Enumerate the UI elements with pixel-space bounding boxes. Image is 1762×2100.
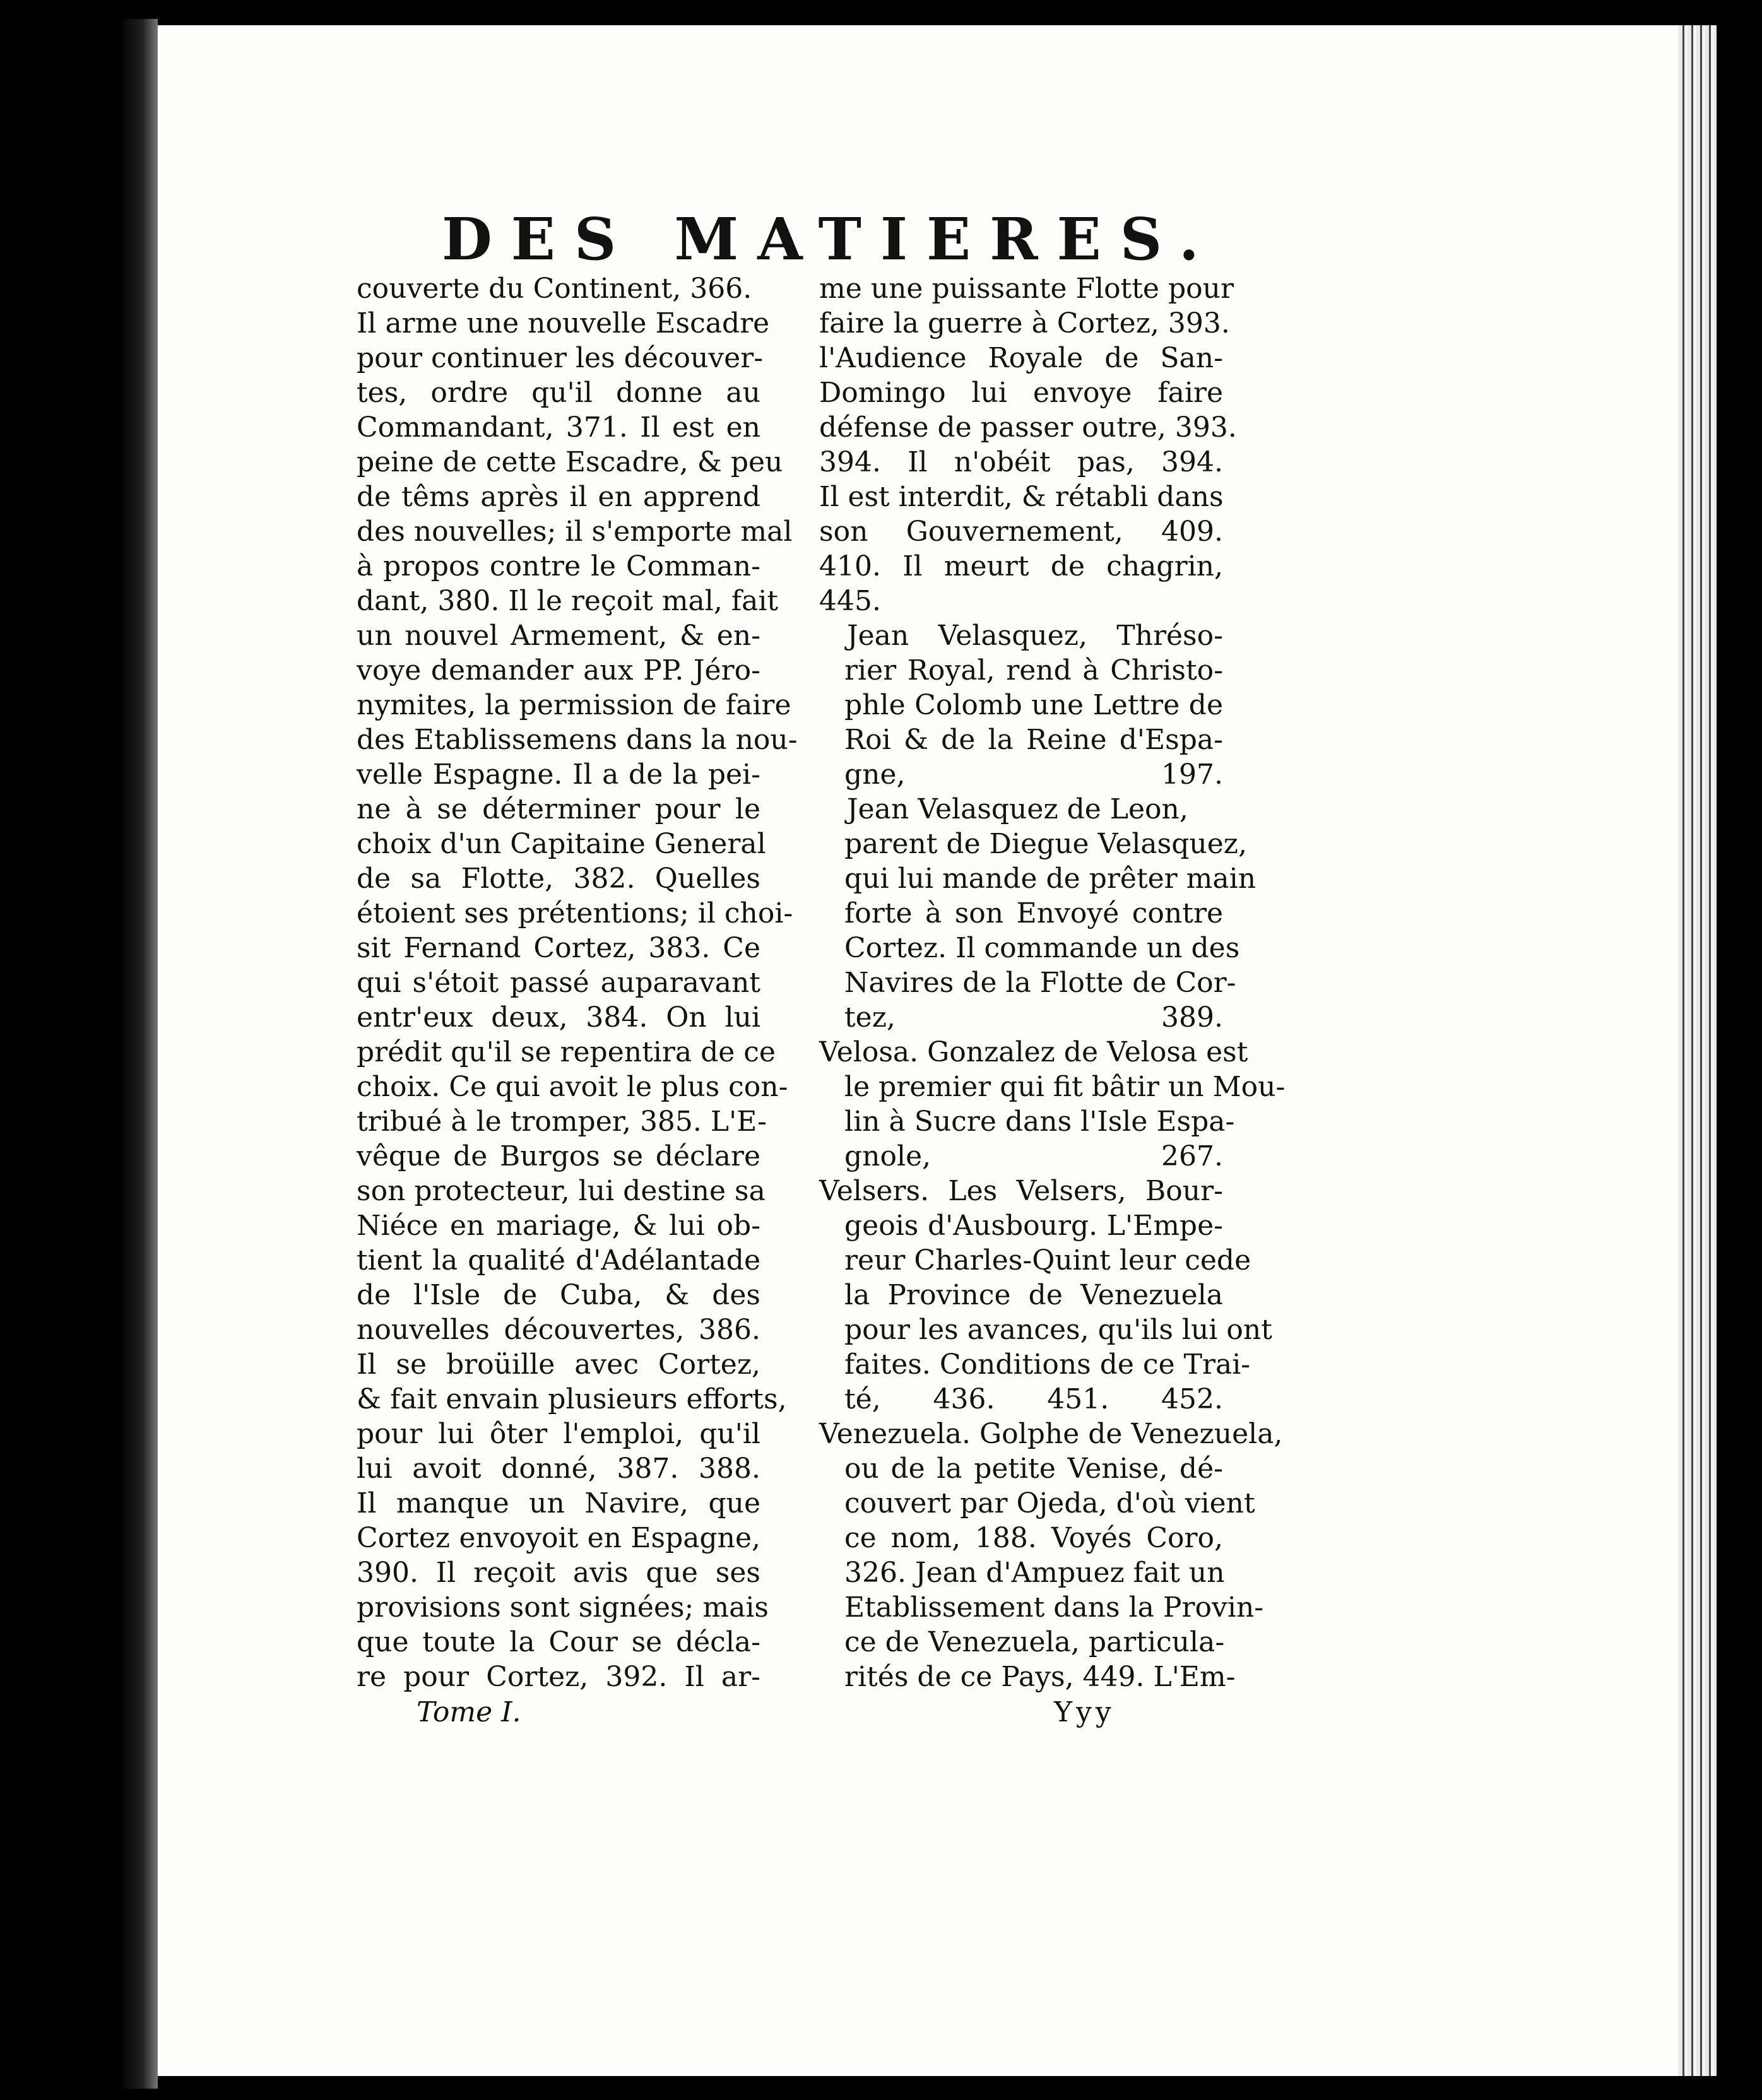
binding-shadow (120, 19, 158, 2089)
text-line: des Etablissemens dans la nou- (357, 724, 798, 756)
text-line: geois d'Ausbourg. L'Empe- (844, 1210, 1223, 1242)
text-line: pour les avances, qu'ils lui ont (844, 1314, 1272, 1346)
text-line: lin à Sucre dans l'Isle Espa- (844, 1106, 1235, 1138)
text-line: tient la qualité d'Adélantade (357, 1244, 760, 1277)
text-line: ce nom, 188. Voyés Coro, (844, 1522, 1223, 1554)
text-line: sit Fernand Cortez, 383. Ce (357, 932, 760, 964)
text-line: prédit qu'il se repentira de ce (357, 1036, 776, 1068)
text-line: voye demander aux PP. Jéro- (357, 654, 760, 687)
text-line: entr'eux deux, 384. On lui (357, 1001, 760, 1034)
text-line: couverte du Continent, 366. (357, 273, 752, 305)
text-line: tez, 389. (844, 1001, 1223, 1034)
signature-mark: Yyy (1054, 1696, 1115, 1728)
page-edge (1679, 25, 1717, 2076)
text-line: reur Charles-Quint leur cede (844, 1244, 1251, 1277)
text-line: faites. Conditions de ce Trai- (844, 1348, 1251, 1381)
text-line: choix. Ce qui avoit le plus con- (357, 1071, 788, 1103)
text-line: faire la guerre à Cortez, 393. (819, 307, 1230, 339)
text-line: Commandant, 371. Il est en (357, 411, 760, 444)
text-line: gne, 197. (844, 758, 1223, 791)
text-line: Niéce en mariage, & lui ob- (357, 1210, 760, 1242)
text-line: Cortez envoyoit en Espagne, (357, 1522, 760, 1554)
text-line: Roi & de la Reine d'Espa- (844, 724, 1223, 756)
text-line: qui s'étoit passé auparavant (357, 967, 760, 999)
volume-label: Tome I. (417, 1696, 521, 1728)
text-line: Navires de la Flotte de Cor- (844, 967, 1236, 999)
text-line: Venezuela. Golphe de Venezuela, (819, 1418, 1283, 1450)
text-line: la Province de Venezuela (844, 1279, 1223, 1311)
text-line: choix d'un Capitaine General (357, 828, 766, 860)
text-line: tribué à le tromper, 385. L'E- (357, 1106, 767, 1138)
text-line: 326. Jean d'Ampuez fait un (844, 1557, 1225, 1589)
text-line: & fait envain plusieurs efforts, (357, 1383, 787, 1415)
text-line: ou de la petite Venise, dé- (844, 1453, 1223, 1485)
text-line: pour continuer les découver- (357, 342, 764, 374)
left-column (357, 271, 798, 1694)
right-column (819, 271, 1286, 1694)
text-line: de têms après il en apprend (357, 481, 760, 513)
text-line: velle Espagne. Il a de la pei- (357, 758, 760, 791)
text-line: provisions sont signées; mais (357, 1591, 769, 1624)
text-line: vêque de Burgos se déclare (357, 1140, 760, 1172)
text-line: son protecteur, lui destine sa (357, 1175, 766, 1207)
text-line: 390. Il reçoit avis que ses (357, 1557, 760, 1589)
text-line: l'Audience Royale de San- (819, 342, 1223, 374)
text-line: un nouvel Armement, & en- (357, 620, 760, 652)
text-line: nymites, la permission de faire (357, 689, 791, 721)
text-line: dant, 380. Il le reçoit mal, fait (357, 585, 779, 617)
text-line: parent de Diegue Velasquez, (844, 828, 1247, 860)
text-line: 445. (819, 585, 881, 617)
text-line: de sa Flotte, 382. Quelles (357, 863, 760, 895)
text-line: peine de cette Escadre, & peu (357, 446, 783, 478)
text-line: qui lui mande de prêter main (844, 863, 1256, 895)
text-line: té, 436. 451. 452. (844, 1383, 1223, 1415)
text-line: Jean Velasquez de Leon, (847, 793, 1188, 825)
text-line: me une puissante Flotte pour (819, 273, 1234, 305)
text-line: de l'Isle de Cuba, & des (357, 1279, 760, 1311)
text-line: Cortez. Il commande un des (844, 932, 1240, 964)
text-line: re pour Cortez, 392. Il ar- (357, 1661, 760, 1693)
text-line: Velosa. Gonzalez de Velosa est (819, 1036, 1248, 1068)
text-line: 410. Il meurt de chagrin, (819, 550, 1223, 582)
text-line: Jean Velasquez, Thréso- (847, 620, 1223, 652)
text-line: son Gouvernement, 409. (819, 516, 1223, 548)
page-header: DES MATIERES. (442, 205, 1218, 273)
text-line: Domingo lui envoye faire (819, 377, 1223, 409)
text-line: pour lui ôter l'emploi, qu'il (357, 1418, 760, 1450)
text-line: nouvelles découvertes, 386. (357, 1314, 760, 1346)
text-line: 394. Il n'obéit pas, 394. (819, 446, 1223, 478)
text-line: rier Royal, rend à Christo- (844, 654, 1223, 687)
text-line: lui avoit donné, 387. 388. (357, 1453, 760, 1485)
text-line: des nouvelles; il s'emporte mal (357, 516, 793, 548)
text-line: que toute la Cour se décla- (357, 1626, 760, 1658)
text-line: Velsers. Les Velsers, Bour- (819, 1175, 1223, 1207)
text-line: tes, ordre qu'il donne au (357, 377, 760, 409)
text-line: gnole, 267. (844, 1140, 1223, 1172)
text-line: à propos contre le Comman- (357, 550, 760, 582)
text-line: étoient ses prétentions; il choi- (357, 897, 793, 929)
text-line: Il est interdit, & rétabli dans (819, 481, 1224, 513)
text-line: ne à se déterminer pour le (357, 793, 760, 825)
text-line: le premier qui fit bâtir un Mou- (844, 1071, 1286, 1103)
text-line: Il manque un Navire, que (357, 1487, 760, 1519)
text-line: Etablissement dans la Provin- (844, 1591, 1264, 1624)
text-line: défense de passer outre, 393. (819, 411, 1237, 444)
text-line: rités de ce Pays, 449. L'Em- (844, 1661, 1236, 1693)
text-line: couvert par Ojeda, d'où vient (844, 1487, 1255, 1519)
text-line: phle Colomb une Lettre de (844, 689, 1223, 721)
text-line: forte à son Envoyé contre (844, 897, 1223, 929)
text-line: Il se broüille avec Cortez, (357, 1348, 760, 1381)
text-line: ce de Venezuela, particula- (844, 1626, 1225, 1658)
text-line: Il arme une nouvelle Escadre (357, 307, 770, 339)
